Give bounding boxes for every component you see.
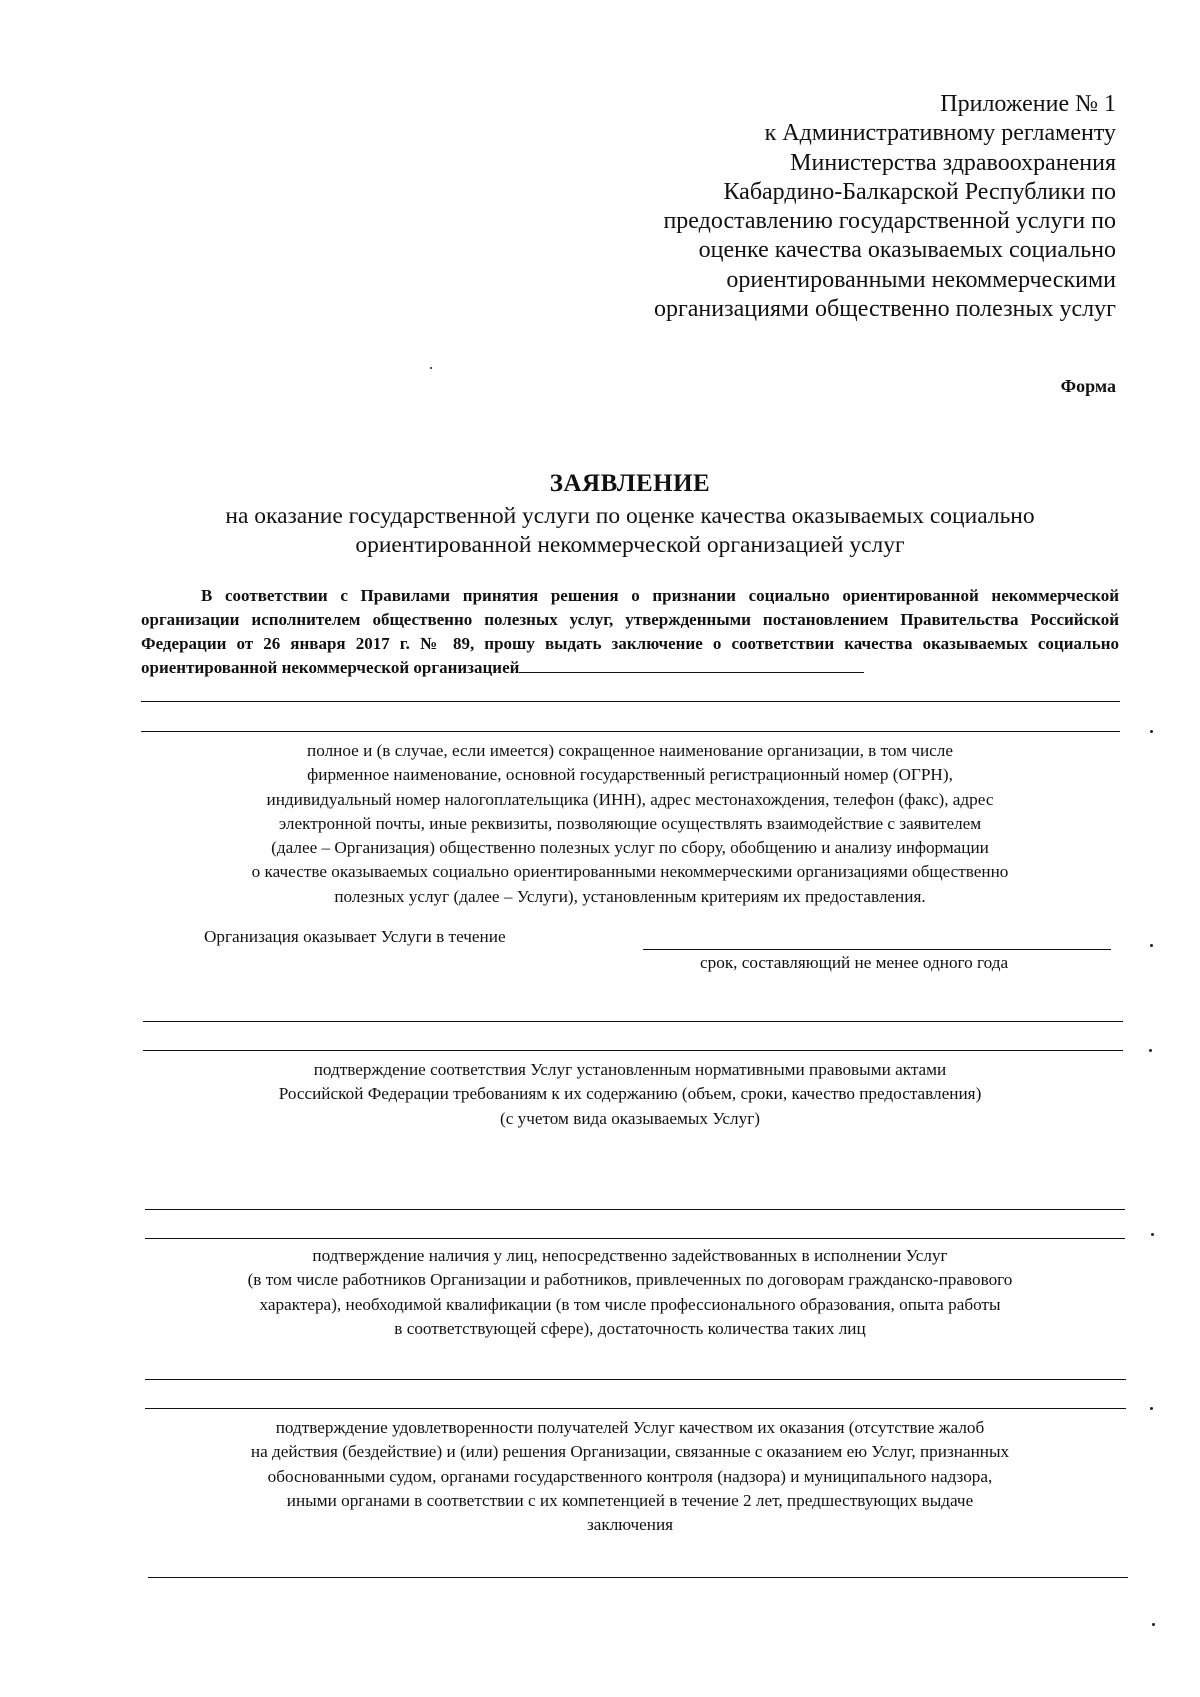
scan-speck: [1152, 1623, 1155, 1626]
fill-line[interactable]: [643, 949, 1111, 950]
caption-line: подтверждение наличия у лиц, непосредственно задействованных в исполнении Услуг: [312, 1246, 948, 1265]
organization-caption: [141, 739, 1119, 909]
intro-paragraph: [141, 584, 1119, 680]
caption-line: иными органами в соответствии с их компетенцией в течение 2 лет, предшествующих выдаче: [286, 1490, 974, 1510]
fill-line[interactable]: [148, 1577, 1128, 1578]
fill-line[interactable]: [143, 1050, 1123, 1051]
fill-line[interactable]: [141, 701, 1120, 702]
org-term-label: Организация оказывает Услуги в течение: [204, 927, 506, 946]
caption-line: Российской Федерации требованиям к их содержанию (объем, сроки, качество предоставления): [278, 1084, 982, 1104]
subtitle-line: ориентированной некоммерческой организацией услуг: [355, 532, 905, 558]
caption-line: характера), необходимой квалификации (в том числе профессионального образования, опыта работы: [259, 1294, 1001, 1314]
caption-line: на действия (бездействие) и (или) решения Организации, связанные с оказанием ею Услуг, признанных: [250, 1442, 1010, 1462]
fill-line[interactable]: [141, 731, 1120, 732]
caption-line: в соответствующей сфере), достаточность количества таких лиц: [394, 1318, 866, 1338]
document-subtitle: [140, 502, 1120, 560]
fill-line[interactable]: [145, 1238, 1125, 1239]
caption-line: фирменное наименование, основной государственный регистрационный номер (ОГРН),: [307, 765, 953, 785]
caption-line: (в том числе работников Организации и работников, привлеченных по договорам гражданско-правового: [247, 1270, 1013, 1290]
caption-line: полезных услуг (далее – Услуги), установленным критериям их предоставления.: [334, 886, 926, 906]
subtitle-line: на оказание государственной услуги по оценке качества оказываемых социально: [225, 503, 1035, 529]
annex-line: предоставлению государственной услуги по: [663, 208, 1116, 235]
fill-line[interactable]: [143, 1021, 1123, 1022]
caption-line: (с учетом вида оказываемых Услуг): [499, 1108, 760, 1128]
annex-line: к Административному регламенту: [764, 120, 1116, 147]
annex-line: Приложение № 1: [940, 91, 1116, 117]
caption-line: (далее – Организация) общественно полезных услуг по сбору, обобщению и анализу информации: [271, 838, 989, 858]
satisfaction-caption: [141, 1416, 1119, 1537]
compliance-caption: [141, 1058, 1119, 1131]
scan-speck: [1151, 1233, 1154, 1236]
form-label: Форма: [1060, 376, 1116, 396]
caption-line: подтверждение соответствия Услуг установленным нормативными правовыми актами: [313, 1060, 947, 1079]
annex-line: оценке качества оказываемых социально: [698, 237, 1116, 264]
annex-line: Министерства здравоохранения: [790, 149, 1116, 176]
scan-speck: [1150, 944, 1153, 947]
caption-line: о качестве оказываемых социально ориентированными некоммерческими организациями общественно: [251, 862, 1009, 882]
caption-line: обоснованными судом, органами государственного контроля (надзора) и муниципального надзора,: [267, 1466, 993, 1486]
fill-line[interactable]: [145, 1408, 1126, 1409]
scan-speck: [1149, 1049, 1152, 1052]
caption-line: индивидуальный номер налогоплательщика (ИНН), адрес местонахождения, телефон (факс), адрес: [266, 789, 994, 809]
caption-line: заключения: [586, 1515, 674, 1535]
fill-line[interactable]: [145, 1209, 1125, 1210]
scan-speck: [1150, 730, 1153, 733]
fill-line[interactable]: [145, 1379, 1126, 1380]
caption-line: подтверждение удовлетворенности получателей Услуг качеством их оказания (отсутствие жалоб: [275, 1418, 985, 1437]
annex-line: организациями общественно полезных услуг: [653, 296, 1116, 323]
annex-line: Кабардино-Балкарской Республики по: [723, 178, 1116, 205]
qualification-caption: [141, 1244, 1119, 1341]
scan-speck: [1150, 1407, 1153, 1410]
caption-line: полное и (в случае, если имеется) сокращенное наименование организации, в том числе: [307, 741, 953, 760]
annex-line: ориентированными некоммерческими: [726, 266, 1116, 293]
annex-header: [556, 90, 1116, 324]
term-caption: срок, составляющий не менее одного года: [700, 953, 1009, 972]
fill-line[interactable]: [519, 656, 864, 673]
document-title: ЗАЯВЛЕНИЕ: [549, 470, 711, 497]
caption-line: электронной почты, иные реквизиты, позволяющие осуществлять взаимодействие с заявителем: [278, 813, 982, 833]
scan-speck: [430, 367, 432, 369]
intro-text: В соответствии с Правилами принятия решения о признании социально ориентированной некоммерческой организации исполнителем общественно полезных услуг, утвержденными постановлением Правительства Российской Федерации от 26 января 2017 г. № 89, прошу выдать заключение о соответствии качества оказываемых социально ориентированной некоммерческой организацией: [141, 586, 1119, 677]
